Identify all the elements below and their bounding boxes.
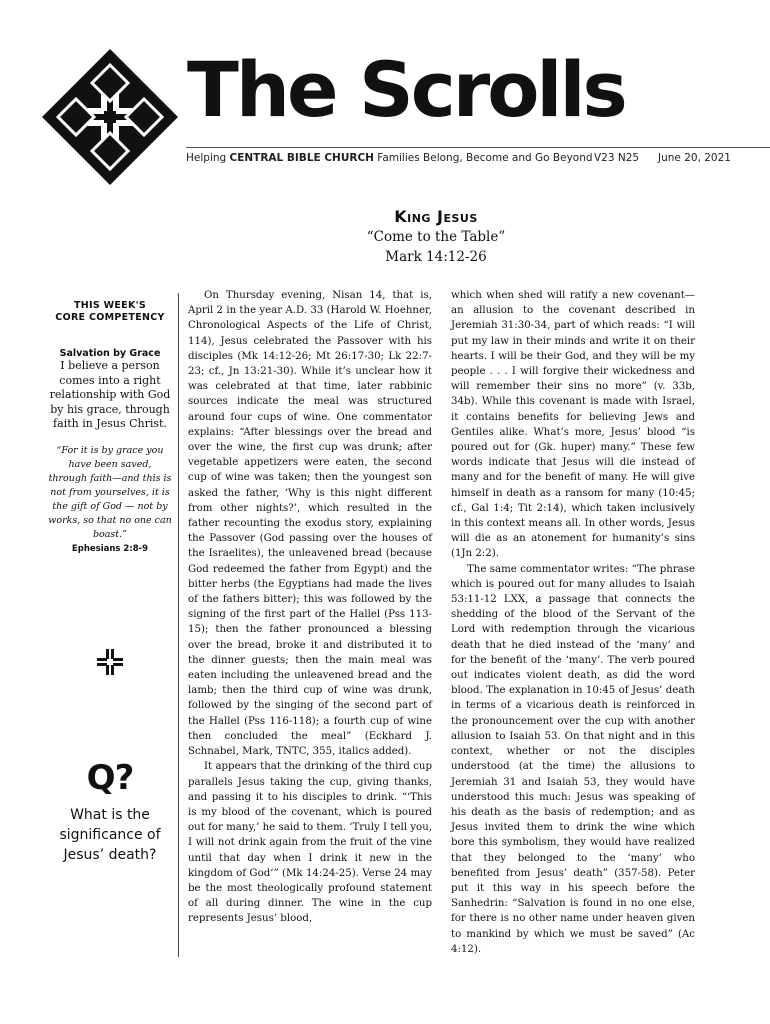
issue-date: June 20, 2021 [658,152,731,164]
core-competency-sidebar [48,300,172,554]
body-paragraph: On Thursday evening, Nisan 14, that is, April 2 in the year A.D. 33 (Harold W. Hoehner, Chronological Aspects of the Life of Christ, 114), Jesus celebrated the Passover with his disciples (Mk 14:12-26; Mt 26:17-30; Lk 22:7-23; cf., Jn 13:21-30). While it’s unclear how it was celebrated at that time, later rabbinic sources indicate the meal was structured around four cups of wine. One commentator explains: “After blessings over the bread and over the wine, the first cup was drunk; after vegetable appetizers were eaten, the second cup of wine was taken; then the youngest son asked the father, ‘Why is this night different from other nights?’, which resulted in the father recounting the exodus story, explaining the Passover (God passing over the houses of the Israelites), the unleavened bread (because God redeemed the father from Egypt) and the bitter herbs (the Egyptians had made the lives of the fathers bitter); this was followed by the signing of the first part of the Hallel (Pss 113-15); then the father pronounced a blessing over the bread, broke it and distributed it to the dinner guests; then the main meal was eaten including the unleavened bread and the lamb; then the third cup of wine was drunk, followed by the singing of the second part of the Hallel (Pss 116-118); a fourth cup of wine then concluded the meal” (Eckhard J. Schnabel, Mark, TNTC, 355, italics added). [188,290,432,758]
article-header [186,207,686,266]
discussion-question: What is the significance of Jesus’ death? [59,807,161,863]
masthead-rule [186,147,770,148]
sidebar-heading-line1: THIS WEEK'S [74,300,146,311]
issue-number: V23 N25 [594,152,640,164]
question-mark-heading: Q? [86,758,134,798]
article-scripture-reference: Mark 14:12-26 [385,249,487,265]
competency-text: I believe a person comes into a right relationship with God by his grace, through faith in Jesus Christ. [49,359,171,430]
masthead-tagline [186,152,770,166]
body-paragraph: It appears that the drinking of the third cup parallels Jesus taking the cup, giving thanks, and passing it to his disciples to drink. “‘This is my blood of the covenant, which is poured out for many,’ he said to them. ‘Truly I tell you, I will not drink again from the fruit of the vine until that day when I drink it new in the kingdom of God’” (Mk 14:24-25). Verse 24 may be the most theologically profound statement of all during dinner. The wine in the cup represents Jesus’ blood, [188,761,432,925]
sidebar-heading-line2: CORE COMPETENCY [55,312,165,323]
body-paragraph: The same commentator writes: “The phrase which is poured out for many alludes to Isaiah 53:11-12 LXX, a passage that connects the shedding of the blood of the Servant of the Lord with redemption through the vicarious death that he died instead of the ‘many’ and for the benefit of the ‘many’. The verb poured out indicates violent death, as did the word blood. The explanation in 10:45 of Jesus’ death in terms of a vicarious death is reinforced in the pronouncement over the cup with another allusion to Isaiah 53. On that night and in this context, whether or not the disciples understood (at the time) the allusions to Jeremiah 31 and Isaiah 53, they would have understood this much: Jesus was speaking of his death as the basis of redemption; and as Jesus invited them to drink the wine which bore this symbolism, they would have realized that they belonged to the ‘many’ who benefited from Jesus’ death” (357-58). Peter put it this way in his speech before the Sanhedrin: “Salvation is found in no one else, for there is no other name under heaven given to mankind by which we must be saved” (Ac 4:12). [451,563,695,955]
scripture-quote: “For it is by grace you have been saved, through faith—and this is not from yourselves, it is the gift of God — not by works, so that no one can boast.” [48,444,172,540]
tagline-lead: Helping [186,152,230,164]
tagline-church-name: CENTRAL BIBLE CHURCH [229,152,374,164]
cross-icon [97,649,123,675]
body-paragraph: which when shed will ratify a new covenant—an allusion to the covenant described in Jeremiah 31:30-34, part of which reads: “I will put my law in their minds and write it on their hearts. I will be their God, and they will be my people . . . I will forgive their wickedness and will remember their sins no more” (v. 33b, 34b). While this covenant is made with Israel, it contains benefits for believing Jews and Gentiles alike. What’s more, Jesus’ blood “is poured out for (Gk. huper) many.” These few words indicate that Jesus will die instead of many and for the benefit of many. He will give himself in death as a ransom for many (10:45; cf., Gal 1:4; Tit 2:14), which taken inclusively in this context means all. In other words, Jesus will die as an atonement for humanity’s sins (1Jn 2:2). [451,290,695,560]
article-subtitle: “Come to the Table” [366,229,506,245]
article-column-1 [188,288,432,927]
scripture-quote-reference: Ephesians 2:8-9 [71,543,149,554]
tagline-mission: Families Belong, Become and Go Beyond [373,152,593,164]
competency-title: Salvation by Grace [59,348,161,359]
masthead-title: The Scrolls [187,45,625,134]
article-column-2 [451,288,695,957]
column-divider [178,293,179,957]
church-cross-logo [40,47,180,187]
article-title: King Jesus [394,207,478,226]
